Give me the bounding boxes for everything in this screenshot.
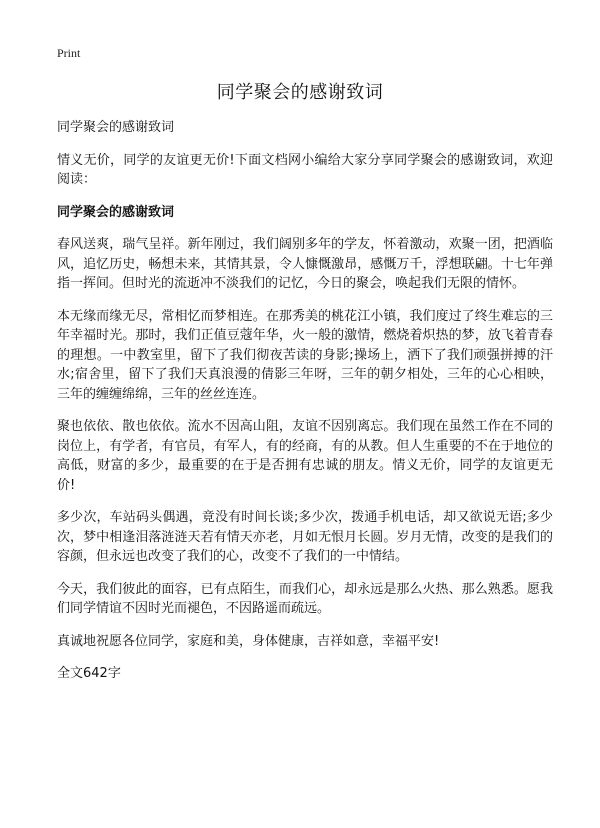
subtitle-line: 同学聚会的感谢致词 [57, 120, 175, 135]
body-paragraph: 春风送爽，瑞气呈祥。新年刚过，我们阔别多年的学友，怀着激动，欢聚一团，把酒临风，追忆历史，畅想未来，其情其景，令人慷慨激昂，感慨万千，浮想联翩。十七年弹指一挥间。但时光的流逝冲不淡我们的记忆，今日的聚会，唤起我们无限的情怀。 [57, 237, 553, 291]
section-heading: 同学聚会的感谢致词 [57, 204, 175, 220]
print-label: Print [57, 46, 81, 60]
intro-paragraph: 情义无价，同学的友谊更无价!下面文档网小编给大家分享同学聚会的感谢致词，欢迎阅读： [57, 152, 553, 187]
body-paragraph: 本无缘而缘无尽，常相忆而梦相连。在那秀美的桃花江小镇，我们度过了终生难忘的三年幸福时光。那时，我们正值豆蔻年华，火一般的激情，燃烧着炽热的梦，放飞着青春的理想。一中教室里，留下了我们彻夜苦读的身影;操场上，洒下了我们顽强拼搏的汗水;宿舍里，留下了我们天真浪漫的倩影三年呀，三年的朝夕相处，三年的心心相映，三年的缠缠绵绵，三年的丝丝连连。 [57, 308, 553, 402]
body-paragraph: 真诚地祝愿各位同学，家庭和美，身体健康，吉祥如意，幸福平安! [57, 633, 440, 649]
body-paragraph: 今天，我们彼此的面容，已有点陌生，而我们心，却永远是那么火热、那么熟悉。愿我们同学情谊不因时光而褪色，不因路遥而疏远。 [57, 581, 553, 616]
document-title: 同学聚会的感谢致词 [216, 82, 384, 103]
body-paragraph: 多少次，车站码头偶遇，竟没有时间长谈;多少次，拨通手机电话，却又欲说无语;多少次，梦中相逢泪落涟涟天若有情天亦老，月如无恨月长圆。岁月无情，改变的是我们的容颜，但永远也改变了我们的心，改变不了我们的一中情结。 [57, 510, 553, 564]
word-count: 全文642字 [57, 666, 121, 681]
body-paragraph: 聚也依依、散也依依。流水不因高山阻，友谊不因别离忘。我们现在虽然工作在不同的岗位上，有学者，有官员，有军人，有的经商，有的从教。但人生重要的不在于地位的高低，财富的多少，最重要的在于是否拥有忠诚的朋友。情义无价，同学的友谊更无价! [57, 419, 553, 493]
document-body [57, 118, 553, 697]
